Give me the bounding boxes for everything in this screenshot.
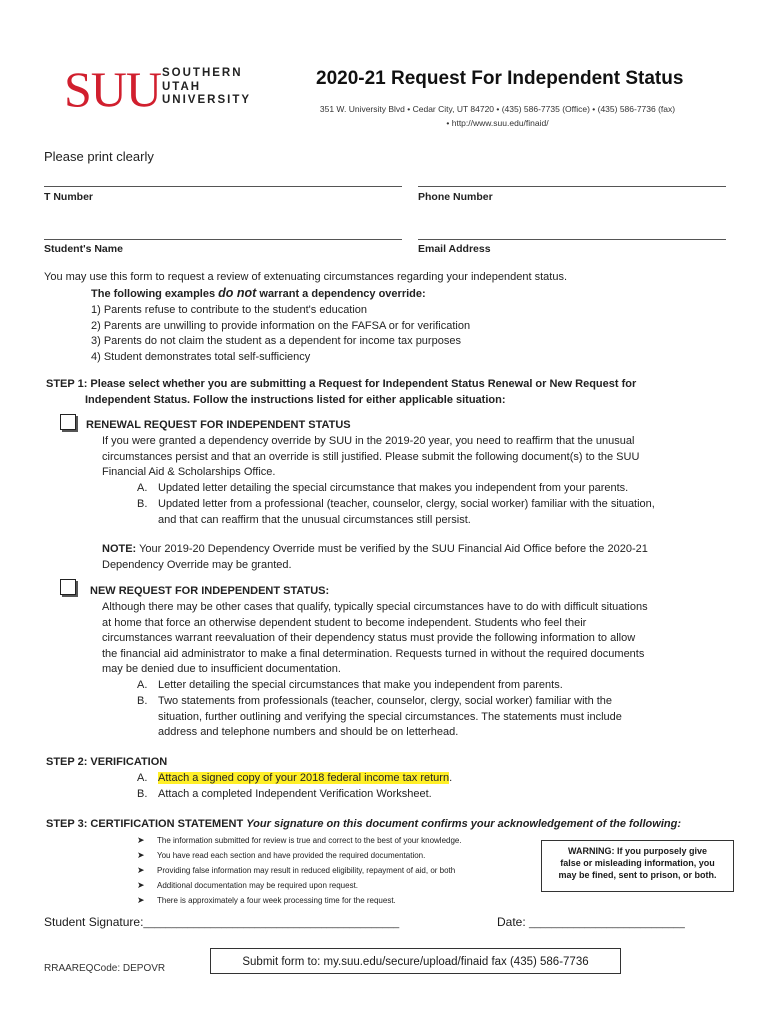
renewal-b-line: and that can reaffirm that the unusual circumstances still persist. <box>158 513 471 526</box>
logo-line: UNIVERSITY <box>162 94 252 106</box>
examples-post: warrant a dependency override: <box>256 288 426 300</box>
new-item-a-text: Letter detailing the special circumstances that make you independent from parents. <box>158 679 563 691</box>
suu-logo-text <box>162 67 251 108</box>
step1-heading-cont: Independent Status. Follow the instructions listed for either applicable situation: <box>85 394 506 406</box>
step2-item-b-text: Attach a completed Independent Verification Worksheet. <box>158 788 432 800</box>
examples-pre: The following examples <box>91 288 219 300</box>
note-text: Your 2019-20 Dependency Override must be verified by the SUU Financial Aid Office before the 2020-21 <box>136 543 648 555</box>
student-name-input-line[interactable] <box>44 239 402 240</box>
example-item: 3) Parents do not claim the student as a dependent for income tax purposes <box>91 335 461 347</box>
renewal-item-a-text: Updated letter detailing the special circumstance that makes you independent from your parents. <box>158 482 629 494</box>
warning-line: may be fined, sent to prison, or both. <box>558 870 717 880</box>
new-line: circumstances warrant reevaluation of their dependency status must provide the following information to allow <box>102 632 636 644</box>
period: . <box>449 772 453 784</box>
new-item-b: B. <box>137 695 148 707</box>
cert-item: Additional documentation may be required upon request. <box>157 881 359 890</box>
logo-line: UTAH <box>162 80 202 93</box>
warning-box <box>541 840 734 892</box>
examples-heading <box>91 286 426 303</box>
tax-return-highlight: Attach a signed copy of your 2018 federal income tax return <box>158 772 450 784</box>
example-item: 4) Student demonstrates total self-sufficiency <box>91 350 311 363</box>
example-item: 2) Parents are unwilling to provide information on the FAFSA or for verification <box>91 319 471 332</box>
phone-input-line[interactable] <box>418 186 726 187</box>
warning-line: false or misleading information, you <box>560 858 715 868</box>
address-block <box>260 102 735 130</box>
new-b-line: Two statements from professionals (teacher, counselor, clergy, social worker) familiar with the <box>158 695 613 707</box>
t-number-input-line[interactable] <box>44 186 402 187</box>
renewal-item-b: B. <box>137 498 148 510</box>
example-item: 1) Parents refuse to contribute to the student's education <box>91 304 368 316</box>
form-code: RRAAREQCode: DEPOVR <box>44 963 166 974</box>
cert-item: The information submitted for review is true and correct to the best of your knowledge. <box>157 836 462 845</box>
arrow-bullet-icon: ➤ <box>137 865 145 875</box>
renewal-description <box>102 434 639 481</box>
new-line: may be denied due to insufficient documentation. <box>102 663 341 675</box>
new-line: Although there may be other cases that qualify, typically special circumstances have to do with difficult situations <box>102 601 648 613</box>
step3-heading <box>46 817 681 833</box>
date-row <box>497 915 685 929</box>
new-b-line: address and telephone numbers and should be on letterhead. <box>158 726 459 738</box>
t-number-label: T Number <box>44 191 94 203</box>
form-title: 2020-21 Request For Independent Status <box>316 68 684 89</box>
phone-label: Phone Number <box>418 191 493 203</box>
step2-heading: STEP 2: VERIFICATION <box>46 756 168 768</box>
signature-field[interactable]: ______________________________________________ <box>143 918 400 929</box>
new-request-checkbox[interactable] <box>60 579 76 595</box>
step2-item-b: B. <box>137 788 148 800</box>
renewal-note <box>102 542 648 573</box>
website-line: • http://www.suu.edu/finaid/ <box>446 118 549 128</box>
signature-label: Student Signature: <box>44 915 144 929</box>
arrow-bullet-icon: ➤ <box>137 835 145 845</box>
suu-logo-mark: SUU <box>64 61 162 117</box>
renewal-line: Financial Aid & Scholarships Office. <box>102 466 276 478</box>
step3-emph: Your signature on this document confirms your acknowledgement of the following: <box>246 818 681 830</box>
new-request-description <box>102 600 648 678</box>
step2-item-a-text <box>158 771 452 787</box>
cert-item: Providing false information may result in reduced eligibility, repayment of aid, or both <box>157 866 456 875</box>
step1-heading: STEP 1: Please select whether you are submitting a Request for Independent Status Renewal or New Request for <box>46 378 637 390</box>
note-text-cont: Dependency Override may be granted. <box>102 558 292 571</box>
cert-item: There is approximately a four week processing time for the request. <box>157 896 396 905</box>
arrow-bullet-icon: ➤ <box>137 880 145 890</box>
address-line: 351 W. University Blvd • Cedar City, UT 84720 • (435) 586-7735 (Office) • (435) 586-7736 (fax) <box>319 104 676 114</box>
new-item-a: A. <box>137 679 148 691</box>
warning-line: WARNING: If you purposely give <box>567 846 707 856</box>
arrow-bullet-icon: ➤ <box>137 895 145 905</box>
certification-list <box>137 833 462 908</box>
new-line: the financial aid administrator to make a final determination. Requests turned in without the required documents <box>102 647 645 660</box>
renewal-line: circumstances persist and that an override is still justified. Please submit the following document(s) to the SUU <box>102 450 640 463</box>
note-label: NOTE: <box>102 543 137 555</box>
intro-text: You may use this form to request a review of extenuating circumstances regarding your independent status. <box>44 271 567 283</box>
date-field[interactable]: ____________________________ <box>529 918 685 929</box>
new-line: at home that force an otherwise dependent student to become independent. Students who feel their <box>102 616 587 629</box>
arrow-bullet-icon: ➤ <box>137 850 145 860</box>
examples-emph: do not <box>218 286 257 300</box>
new-request-heading: NEW REQUEST FOR INDEPENDENT STATUS: <box>90 585 330 597</box>
step2-item-a: A. <box>137 772 148 784</box>
renewal-item-b-text <box>158 497 655 528</box>
renewal-b-line: Updated letter from a professional (teacher, counselor, clergy, social worker) familiar with the situation, <box>158 498 655 510</box>
renewal-item-a: A. <box>137 482 148 494</box>
new-item-b-text <box>158 694 622 741</box>
examples-list <box>91 303 470 365</box>
step3-title: STEP 3: CERTIFICATION STATEMENT <box>46 818 247 830</box>
cert-item: You have read each section and have provided the required documentation. <box>157 851 426 860</box>
email-label: Email Address <box>418 243 491 255</box>
renewal-heading: RENEWAL REQUEST FOR INDEPENDENT STATUS <box>86 419 351 431</box>
student-name-label: Student's Name <box>44 243 123 255</box>
submit-instructions-box: Submit form to: my.suu.edu/secure/upload/finaid fax (435) 586-7736 <box>210 948 621 974</box>
date-label: Date: <box>497 915 526 929</box>
renewal-checkbox[interactable] <box>60 414 76 430</box>
signature-row <box>44 915 399 929</box>
logo-line: SOUTHERN <box>162 67 243 79</box>
new-b-line: situation, further outlining and verifying the special circumstances. The statements must include <box>158 710 622 723</box>
print-clearly-note: Please print clearly <box>44 149 154 164</box>
renewal-line: If you were granted a dependency override by SUU in the 2019-20 year, you need to reaffirm that the unusual <box>102 435 635 447</box>
email-input-line[interactable] <box>418 239 726 240</box>
